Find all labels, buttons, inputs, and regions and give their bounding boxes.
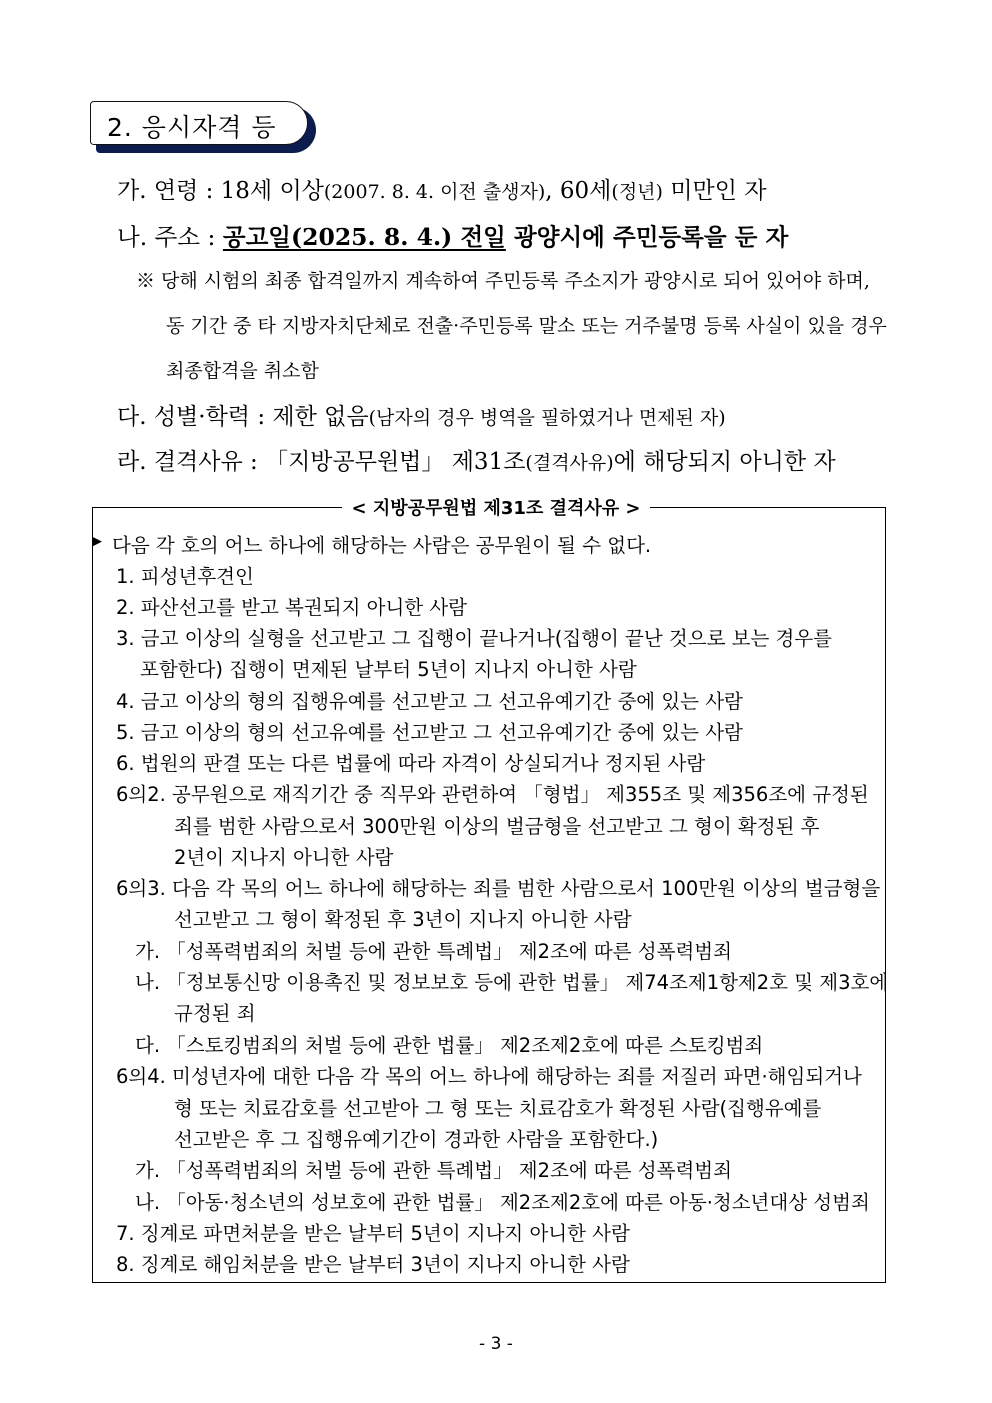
legal-line: 4. 금고 이상의 형의 집행유예를 선고받고 그 선고유예기간 중에 있는 사람 [116, 690, 743, 713]
section-heading [90, 101, 318, 156]
legal-line: 3. 금고 이상의 실형을 선고받고 그 집행이 끝나거나(집행이 끝난 것으로 보는 경우를 [116, 627, 833, 650]
heading-box [90, 101, 308, 145]
note-line-2: 동 기간 중 타 지방자치단체로 전출·주민등록 말소 또는 거주불명 등록 사실이 있을 경우 [166, 315, 887, 337]
legal-line: 6의3. 다음 각 목의 어느 하나에 해당하는 죄를 범한 사람으로서 100만원 이상의 벌금형을 [116, 877, 881, 900]
legal-line: 7. 징계로 파면처분을 받은 날부터 5년이 지나지 아니한 사람 [116, 1222, 630, 1245]
legal-line: 1. 피성년후견인 [116, 565, 254, 588]
item-address [117, 218, 788, 252]
note-line-1: ※ 당해 시험의 최종 합격일까지 계속하여 주민등록 주소지가 광양시로 되어 있어야 하며, [136, 270, 870, 292]
item-age-text1: 18세 이상 [220, 178, 324, 204]
legal-line: 규정된 죄 [174, 1002, 256, 1025]
page-number: - 3 - [479, 1334, 513, 1354]
item-disqualification [117, 443, 836, 476]
item-age-text5: 미만인 자 [662, 178, 767, 204]
item-address-date: 공고일(2025. 8. 4.) 전일 [222, 223, 506, 251]
legal-line: 5. 금고 이상의 형의 선고유예를 선고받고 그 선고유예기간 중에 있는 사람 [116, 721, 743, 744]
item-disq-label: 라. 결격사유 : [117, 449, 266, 475]
item-address-text: 광양시에 주민등록을 둔 자 [505, 223, 789, 251]
item-age-label: 가. 연령 : [117, 178, 221, 204]
legal-line: 6의4. 미성년자에 대한 다음 각 목의 어느 하나에 해당하는 죄를 저질러 파면·해임되거나 [116, 1065, 862, 1088]
legal-line: 6의2. 공무원으로 재직기간 중 직무와 관련하여 「형법」 제355조 및 제356조에 규정된 [116, 783, 869, 806]
legal-line: 다음 각 호의 어느 하나에 해당하는 사람은 공무원이 될 수 없다. [112, 534, 652, 557]
item-age-text3: , 60세 [545, 178, 612, 204]
legal-line: 포함한다) 집행이 면제된 날부터 5년이 지나지 아니한 사람 [140, 658, 637, 681]
item-gender-label: 다. 성별·학력 : [117, 404, 273, 430]
legal-line: 2. 파산선고를 받고 복권되지 아니한 사람 [116, 596, 467, 619]
item-age [117, 172, 766, 205]
item-disq-text1: 「지방공무원법」 제31조 [265, 449, 526, 475]
item-address-label: 나. 주소 : [117, 223, 223, 251]
legal-line: 6. 법원의 판결 또는 다른 법률에 따라 자격이 상실되거나 정지된 사람 [116, 752, 706, 775]
item-age-text2: (2007. 8. 4. 이전 출생자) [323, 181, 546, 203]
item-gender-text2: (남자의 경우 병역을 필하였거나 면제된 자) [368, 407, 726, 429]
legal-box-title-wrap [0, 494, 992, 520]
legal-line: 가. 「성폭력범죄의 처벌 등에 관한 특례법」 제2조에 따른 성폭력범죄 [135, 940, 732, 963]
legal-line: 다. 「스토킹범죄의 처벌 등에 관한 법률」 제2조제2호에 따른 스토킹범죄 [135, 1034, 764, 1057]
item-gender-text1: 제한 없음 [272, 404, 369, 430]
legal-line: 나. 「정보통신망 이용촉진 및 정보보호 등에 관한 법률」 제74조제1항제2호 및 제3호에 [135, 971, 889, 994]
item-age-text4: (정년) [611, 181, 663, 203]
legal-line: 선고받고 그 형이 확정된 후 3년이 지나지 아니한 사람 [174, 908, 632, 931]
legal-line: 선고받은 후 그 집행유예기간이 경과한 사람을 포함한다.) [174, 1128, 659, 1151]
triangle-bullet-icon: ▶ [92, 534, 102, 549]
note-line-3: 최종합격을 취소함 [166, 360, 319, 382]
legal-line: 나. 「아동·청소년의 성보호에 관한 법률」 제2조제2호에 따른 아동·청소년대상 성범죄 [135, 1191, 870, 1214]
legal-line: 가. 「성폭력범죄의 처벌 등에 관한 특례법」 제2조에 따른 성폭력범죄 [135, 1159, 732, 1182]
legal-box-title: < 지방공무원법 제31조 결격사유 > [342, 498, 651, 519]
legal-line: 8. 징계로 해임처분을 받은 날부터 3년이 지나지 아니한 사람 [116, 1253, 630, 1276]
item-disq-text3: 에 해당되지 아니한 자 [613, 449, 836, 475]
section-title: 2. 응시자격 등 [107, 113, 277, 142]
item-disq-text2: (결격사유) [525, 452, 614, 474]
legal-line: 2년이 지나지 아니한 사람 [174, 846, 394, 869]
legal-line: 죄를 범한 사람으로서 300만원 이상의 벌금형을 선고받고 그 형이 확정된 후 [174, 815, 820, 838]
legal-line: 형 또는 치료감호를 선고받아 그 형 또는 치료감호가 확정된 사람(집행유예를 [174, 1097, 822, 1120]
item-gender-education [117, 398, 726, 431]
